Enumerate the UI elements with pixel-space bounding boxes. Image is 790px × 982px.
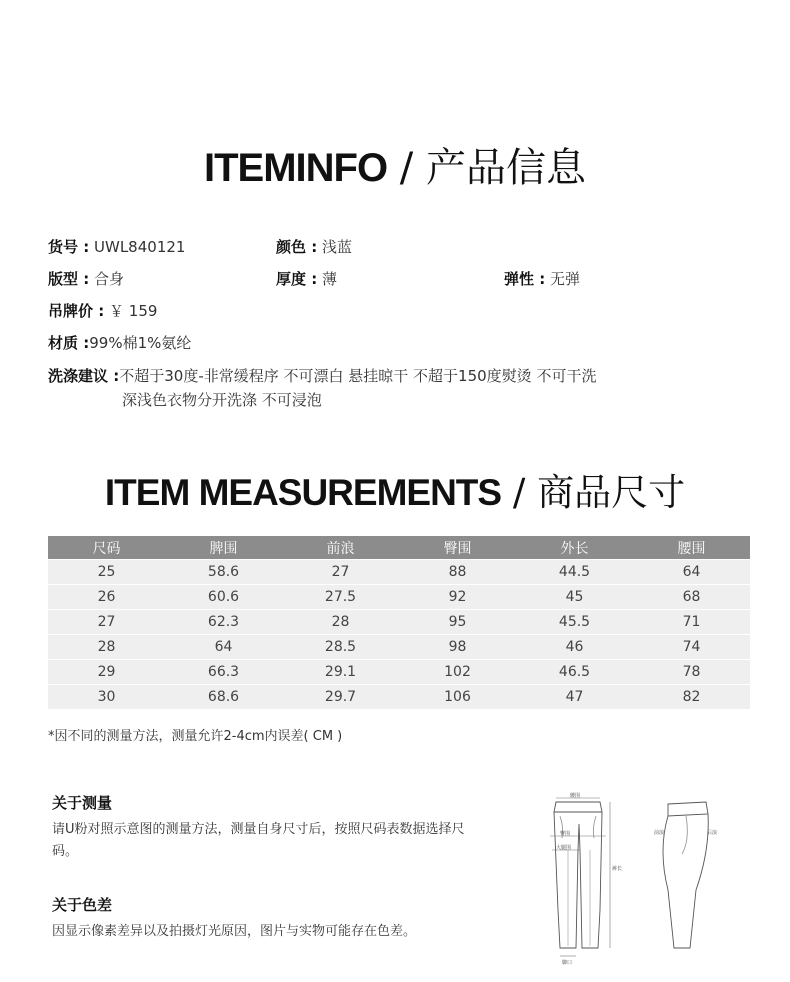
sku-label: 货号 : [48, 238, 90, 256]
table-cell: 68 [633, 585, 750, 610]
pants-side-drawing [663, 802, 708, 948]
table-cell: 60.6 [165, 585, 282, 610]
sku-field [48, 236, 185, 257]
table-cell: 95 [399, 610, 516, 635]
diagram-label: 腰围 [570, 793, 581, 799]
table-cell: 46.5 [516, 660, 633, 685]
size-table-header [48, 536, 750, 560]
thickness-field [276, 268, 337, 289]
fit-field [48, 268, 124, 289]
item-info-title-en: ITEMINFO [203, 146, 388, 190]
table-cell: 30 [48, 685, 165, 710]
elasticity-value: 无弹 [550, 270, 581, 288]
about-measure-heading: 关于测量 [52, 794, 113, 812]
table-cell: 28.5 [282, 635, 399, 660]
table-cell: 64 [165, 635, 282, 660]
about-measure-text: 请U粉对照示意图的测量方法，测量自身尺寸后，按照尺码表数据选择尺码。 [52, 822, 465, 859]
color-field [276, 236, 352, 257]
table-cell: 106 [399, 685, 516, 710]
table-cell: 44.5 [516, 560, 633, 585]
table-cell: 62.3 [165, 610, 282, 635]
price-value: ￥ 159 [109, 302, 158, 320]
table-cell: 45 [516, 585, 633, 610]
diagram-label: 大腿围 [556, 845, 572, 851]
material-value: 99%棉1%氨纶 [89, 334, 192, 352]
thickness-value: 薄 [322, 270, 338, 288]
table-cell: 66.3 [165, 660, 282, 685]
price-field [48, 300, 157, 321]
table-cell: 46 [516, 635, 633, 660]
item-info-title [0, 136, 790, 193]
care-line-2: 深浅色衣物分开洗涤 不可浸泡 [122, 391, 322, 409]
care-label: 洗涤建议 : [48, 367, 120, 385]
material-label: 材质 : [48, 334, 90, 352]
table-cell: 68.6 [165, 685, 282, 710]
table-cell: 58.6 [165, 560, 282, 585]
thickness-label: 厚度 : [276, 270, 318, 288]
table-cell: 25 [48, 560, 165, 585]
color-value: 浅蓝 [322, 238, 353, 256]
item-measurements-title-cn: 商品尺寸 [537, 471, 686, 514]
diagram-label: 后浪 [707, 830, 718, 836]
table-cell: 74 [633, 635, 750, 660]
table-cell: 27 [48, 610, 165, 635]
table-cell: 71 [633, 610, 750, 635]
column-header: 前浪 [282, 536, 399, 560]
care-field [48, 365, 596, 386]
table-row [48, 635, 750, 660]
column-header: 脾围 [165, 536, 282, 560]
table-cell: 45.5 [516, 610, 633, 635]
fit-value: 合身 [94, 270, 125, 288]
item-info-title-cn: 产品信息 [426, 145, 586, 191]
item-measurements-title [0, 462, 790, 516]
table-cell: 29 [48, 660, 165, 685]
measurement-note: *因不同的测量方法，测量允许2-4cm内误差( CM ) [48, 729, 343, 744]
pants-measurement-diagram [540, 790, 740, 975]
item-measurements-title-sep: / [512, 471, 526, 514]
table-cell: 28 [282, 610, 399, 635]
about-color-heading: 关于色差 [52, 896, 113, 914]
diagram-label: 脚口 [562, 960, 573, 966]
table-cell: 27.5 [282, 585, 399, 610]
column-header: 尺码 [48, 536, 165, 560]
item-measurements-title-en: ITEM MEASUREMENTS [104, 472, 502, 513]
diagram-label: 臀围 [560, 831, 571, 837]
diagram-label: 前浪 [654, 830, 665, 836]
table-cell: 26 [48, 585, 165, 610]
column-header: 腰围 [633, 536, 750, 560]
table-cell: 78 [633, 660, 750, 685]
diagram-label: 裤长 [612, 866, 623, 872]
material-field [48, 332, 191, 353]
elasticity-field [504, 268, 580, 289]
about-color-text: 因显示像素差异以及拍摄灯光原因，图片与实物可能存在色差。 [52, 924, 417, 939]
table-cell: 27 [282, 560, 399, 585]
size-table [48, 536, 750, 709]
fit-label: 版型 : [48, 270, 90, 288]
table-cell: 47 [516, 685, 633, 710]
table-cell: 28 [48, 635, 165, 660]
table-cell: 29.1 [282, 660, 399, 685]
table-cell: 29.7 [282, 685, 399, 710]
table-cell: 102 [399, 660, 516, 685]
table-cell: 64 [633, 560, 750, 585]
table-cell: 82 [633, 685, 750, 710]
table-row [48, 585, 750, 610]
table-row [48, 560, 750, 585]
table-row [48, 685, 750, 710]
table-cell: 92 [399, 585, 516, 610]
color-label: 颜色 : [276, 238, 318, 256]
column-header: 外长 [516, 536, 633, 560]
table-row [48, 660, 750, 685]
pants-front-drawing [554, 802, 602, 948]
care-line-1: 不超于30度-非常缓程序 不可漂白 悬挂晾干 不超于150度熨烫 不可干洗 [119, 367, 597, 385]
sku-value: UWL840121 [94, 238, 186, 256]
table-row [48, 610, 750, 635]
price-label: 吊牌价 : [48, 302, 105, 320]
table-cell: 98 [399, 635, 516, 660]
item-info-title-sep: / [399, 145, 414, 191]
table-cell: 88 [399, 560, 516, 585]
elasticity-label: 弹性 : [504, 270, 546, 288]
column-header: 臀围 [399, 536, 516, 560]
